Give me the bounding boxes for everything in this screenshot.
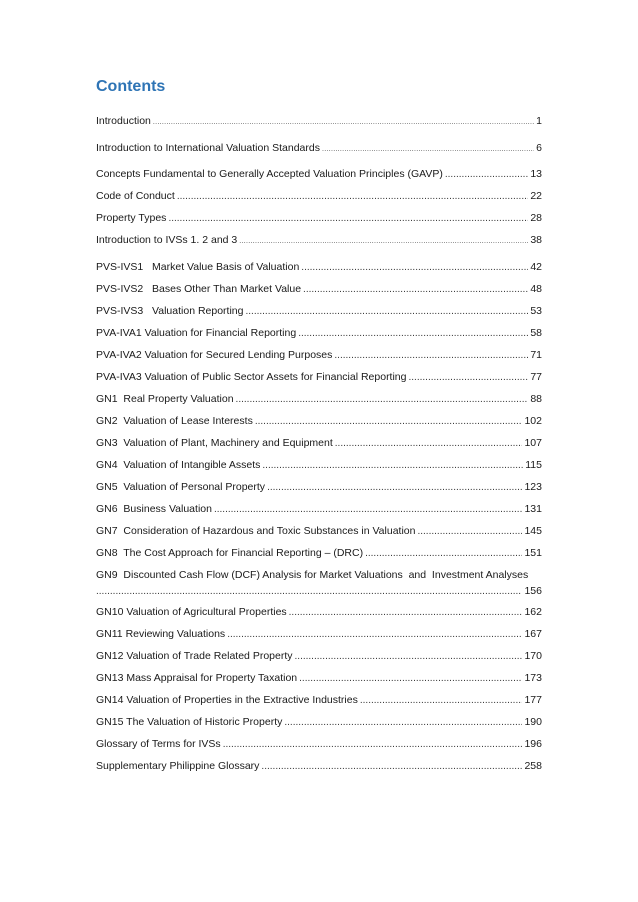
dot-leader — [409, 371, 529, 385]
dot-leader — [322, 143, 534, 157]
dot-leader — [223, 738, 523, 752]
toc-entry[interactable]: PVS-IVS3 Valuation Reporting ..... 53 — [96, 304, 542, 318]
toc-entry[interactable]: Code of Conduct ..... 22 — [96, 189, 542, 203]
dot-leader — [267, 481, 522, 495]
dot-leader — [360, 694, 523, 708]
dot-leader — [298, 327, 528, 341]
dot-leader — [168, 212, 528, 226]
dot-leader — [227, 628, 522, 642]
toc-entry[interactable]: GN4 Valuation of Intangible Assets ..... 115 — [96, 458, 542, 472]
dot-leader — [177, 190, 529, 204]
dot-leader — [334, 349, 528, 363]
toc-entry-continuation[interactable]: ..... 156 — [96, 584, 542, 598]
toc-entry[interactable]: Introduction to International Valuation Standards ..... 6 — [96, 141, 542, 155]
toc-entry[interactable]: GN3 Valuation of Plant, Machinery and Equipment ..... 107 — [96, 436, 542, 450]
toc-entry[interactable]: Introduction ..... 1 — [96, 114, 542, 128]
toc-entry[interactable]: GN13 Mass Appraisal for Property Taxation ..... 173 — [96, 671, 542, 685]
dot-leader — [214, 503, 523, 517]
toc-entry[interactable]: GN11 Reviewing Valuations ..... 167 — [96, 627, 542, 641]
dot-leader — [299, 672, 522, 686]
toc-entry[interactable]: GN6 Business Valuation ..... 131 — [96, 502, 542, 516]
toc-entry[interactable]: PVS-IVS1 Market Value Basis of Valuation ..... 42 — [96, 260, 542, 274]
dot-leader — [301, 261, 528, 275]
toc-entry[interactable]: GN10 Valuation of Agricultural Properties ..... 162 — [96, 605, 542, 619]
toc-entry[interactable]: PVA-IVA1 Valuation for Financial Reporting ..... 58 — [96, 326, 542, 340]
toc-entry[interactable]: Introduction to IVSs 1. 2 and 3 ..... 38 — [96, 233, 542, 247]
toc-entry[interactable]: Concepts Fundamental to Generally Accepted Valuation Principles (GAVP) ..... 13 — [96, 167, 542, 181]
dot-leader — [417, 525, 522, 539]
dot-leader — [236, 393, 529, 407]
contents-heading: Contents — [96, 78, 166, 95]
dot-leader — [96, 585, 522, 599]
toc-entry[interactable]: Property Types ..... 28 — [96, 211, 542, 225]
toc-entry[interactable]: GN1 Real Property Valuation ..... 88 — [96, 392, 542, 406]
dot-leader — [284, 716, 522, 730]
dot-leader — [335, 437, 523, 451]
toc-entry[interactable]: GN9 Discounted Cash Flow (DCF) Analysis for Market Valuations and Investment Analyses — [96, 569, 529, 581]
toc-entry[interactable]: PVS-IVS2 Bases Other Than Market Value ..... 48 — [96, 282, 542, 296]
dot-leader — [445, 168, 528, 182]
toc-entry[interactable]: GN15 The Valuation of Historic Property ..... 190 — [96, 715, 542, 729]
dot-leader — [239, 235, 528, 249]
toc-entry[interactable]: Glossary of Terms for IVSs ..... 196 — [96, 737, 542, 751]
toc-entry[interactable]: Supplementary Philippine Glossary ..... 258 — [96, 759, 542, 773]
toc-entry[interactable]: PVA-IVA3 Valuation of Public Sector Assets for Financial Reporting ..... 77 — [96, 370, 542, 384]
dot-leader — [295, 650, 523, 664]
dot-leader — [245, 305, 528, 319]
toc-entry[interactable]: GN8 The Cost Approach for Financial Reporting – (DRC) ..... 151 — [96, 546, 542, 560]
dot-leader — [262, 459, 523, 473]
toc-entry[interactable]: PVA-IVA2 Valuation for Secured Lending Purposes ..... 71 — [96, 348, 542, 362]
dot-leader — [365, 547, 522, 561]
toc-entry[interactable]: GN7 Consideration of Hazardous and Toxic Substances in Valuation ..... 145 — [96, 524, 542, 538]
dot-leader — [255, 415, 523, 429]
toc-entry[interactable]: GN2 Valuation of Lease Interests ..... 102 — [96, 414, 542, 428]
toc-entry[interactable]: GN14 Valuation of Properties in the Extractive Industries ..... 177 — [96, 693, 542, 707]
dot-leader — [261, 760, 522, 774]
dot-leader — [289, 606, 523, 620]
toc-entry[interactable]: GN5 Valuation of Personal Property ..... 123 — [96, 480, 542, 494]
dot-leader — [153, 116, 534, 130]
toc-entry[interactable]: GN12 Valuation of Trade Related Property ..... 170 — [96, 649, 542, 663]
dot-leader — [303, 283, 528, 297]
